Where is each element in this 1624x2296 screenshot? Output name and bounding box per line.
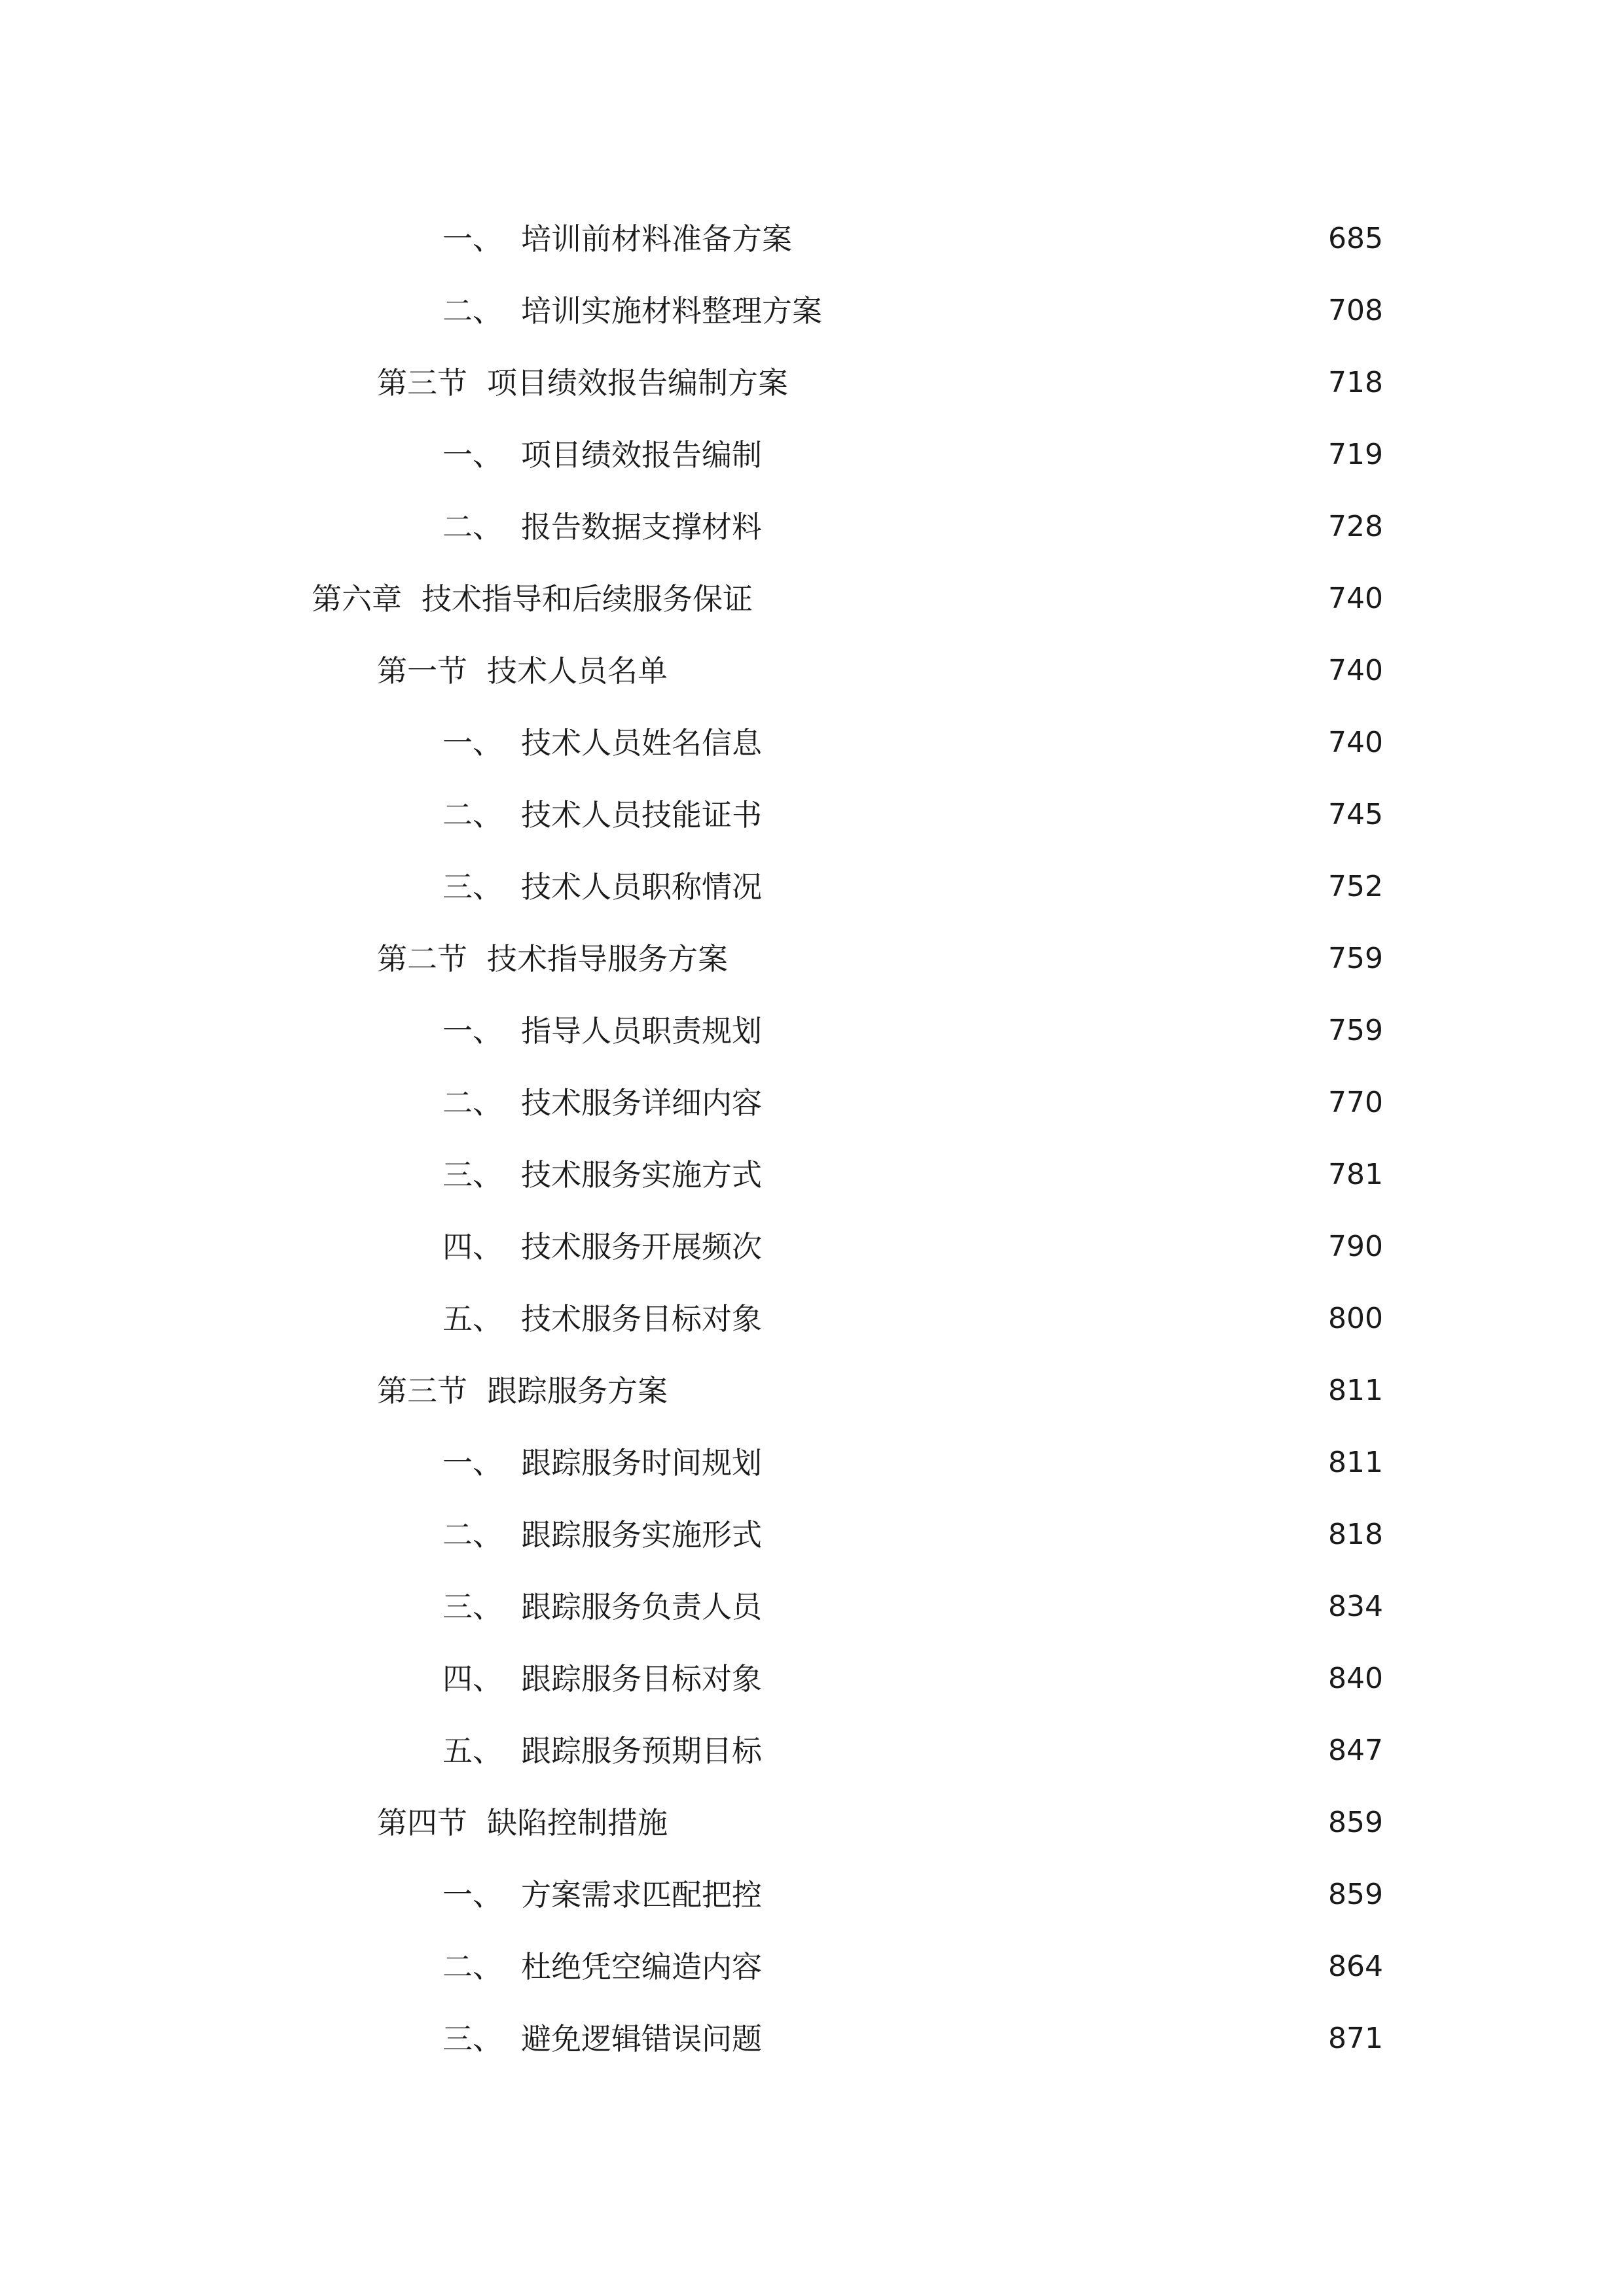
- toc-title: 技术指导和后续服务保证: [422, 581, 753, 617]
- toc-entry[interactable]: [0, 347, 1624, 419]
- toc-label: [377, 653, 668, 689]
- toc-label: [442, 509, 762, 545]
- toc-page-number: 728: [1328, 510, 1383, 543]
- toc-page-number: 800: [1328, 1302, 1383, 1335]
- toc-entry[interactable]: [0, 275, 1624, 347]
- dot-leader: [759, 586, 1320, 612]
- toc-entry[interactable]: [0, 2003, 1624, 2075]
- dot-leader: [768, 730, 1320, 756]
- toc-page-number: 811: [1328, 1446, 1383, 1479]
- toc-page-number: 740: [1328, 654, 1383, 687]
- toc-number: 二、: [442, 1949, 503, 1984]
- toc-title: 缺陷控制措施: [487, 1805, 668, 1840]
- toc-title: 技术服务详细内容: [521, 1085, 762, 1121]
- toc-page-number: 790: [1328, 1230, 1383, 1263]
- toc-number: 二、: [442, 797, 503, 833]
- toc-number: 四、: [442, 1661, 503, 1696]
- toc-number: 二、: [442, 1517, 503, 1552]
- toc-number: 一、: [442, 437, 503, 473]
- toc-number: 第一节: [377, 653, 467, 689]
- toc-title: 培训实施材料整理方案: [521, 293, 822, 329]
- toc-title: 跟踪服务时间规划: [521, 1445, 762, 1480]
- toc-page-number: 759: [1328, 942, 1383, 975]
- toc-title: 跟踪服务目标对象: [521, 1661, 762, 1696]
- toc-label: [442, 869, 762, 905]
- toc-label: [442, 1445, 762, 1480]
- toc-number: 二、: [442, 1085, 503, 1121]
- dot-leader: [674, 1378, 1320, 1404]
- dot-leader: [768, 442, 1320, 468]
- dot-leader: [768, 1738, 1320, 1764]
- toc-entry[interactable]: [0, 1283, 1624, 1355]
- toc-number: 一、: [442, 1877, 503, 1912]
- toc-number: 三、: [442, 869, 503, 905]
- toc-number: 第三节: [377, 365, 467, 401]
- toc-entry[interactable]: [0, 1571, 1624, 1643]
- dot-leader: [768, 1882, 1320, 1908]
- toc-label: [442, 1013, 762, 1049]
- toc-number: 一、: [442, 725, 503, 761]
- toc-entry[interactable]: [0, 1067, 1624, 1139]
- toc-title: 方案需求匹配把控: [521, 1877, 762, 1912]
- dot-leader: [768, 1306, 1320, 1332]
- toc-label: [442, 1949, 762, 1984]
- dot-leader: [768, 1234, 1320, 1260]
- toc-page-number: 685: [1328, 222, 1383, 255]
- toc-number: 二、: [442, 293, 503, 329]
- toc-entry[interactable]: [0, 1715, 1624, 1787]
- toc-label: [377, 941, 728, 977]
- toc-label: [442, 1085, 762, 1121]
- toc-label: [442, 293, 822, 329]
- toc-title: 技术人员技能证书: [521, 797, 762, 833]
- toc-entry[interactable]: [0, 1499, 1624, 1571]
- toc-page-number: 847: [1328, 1734, 1383, 1767]
- toc-number: 四、: [442, 1229, 503, 1265]
- toc-label: [442, 1661, 762, 1696]
- dot-leader: [768, 802, 1320, 828]
- dot-leader: [768, 1594, 1320, 1620]
- toc-label: [377, 1805, 668, 1840]
- toc-number: 一、: [442, 221, 503, 257]
- toc-entry[interactable]: [0, 851, 1624, 923]
- toc-number: 三、: [442, 1157, 503, 1193]
- toc-entry[interactable]: [0, 1139, 1624, 1211]
- toc-title: 技术服务实施方式: [521, 1157, 762, 1193]
- toc-number: 第四节: [377, 1805, 467, 1840]
- toc-number: 第三节: [377, 1373, 467, 1408]
- toc-page-number: 752: [1328, 870, 1383, 903]
- toc-page-number: 740: [1328, 582, 1383, 615]
- toc-label: [442, 797, 762, 833]
- toc-label: [442, 1157, 762, 1193]
- toc-page-number: 770: [1328, 1086, 1383, 1119]
- toc-title: 跟踪服务实施形式: [521, 1517, 762, 1552]
- toc-label: [442, 1229, 762, 1265]
- toc-title: 跟踪服务负责人员: [521, 1589, 762, 1624]
- dot-leader: [768, 2026, 1320, 2052]
- toc-entry[interactable]: [0, 1427, 1624, 1499]
- toc-title: 跟踪服务预期目标: [521, 1733, 762, 1768]
- dot-leader: [674, 1810, 1320, 1836]
- dot-leader: [799, 226, 1320, 252]
- toc-page-number: 864: [1328, 1950, 1383, 1983]
- toc-number: 第六章: [312, 581, 402, 617]
- toc-label: [442, 1733, 762, 1768]
- table-of-contents: [0, 203, 1624, 2075]
- toc-entry[interactable]: [0, 1931, 1624, 2003]
- toc-number: 三、: [442, 1589, 503, 1624]
- toc-page-number: 859: [1328, 1878, 1383, 1911]
- toc-title: 培训前材料准备方案: [521, 221, 792, 257]
- toc-entry[interactable]: [0, 491, 1624, 563]
- toc-label: [377, 1373, 668, 1408]
- toc-number: 五、: [442, 1301, 503, 1336]
- toc-number: 二、: [442, 509, 503, 545]
- toc-title: 项目绩效报告编制: [521, 437, 762, 473]
- toc-page-number: 759: [1328, 1014, 1383, 1047]
- dot-leader: [829, 298, 1320, 324]
- toc-title: 技术服务开展频次: [521, 1229, 762, 1265]
- toc-number: 五、: [442, 1733, 503, 1768]
- toc-entry[interactable]: [0, 563, 1624, 635]
- toc-title: 报告数据支撑材料: [521, 509, 762, 545]
- toc-label: [377, 365, 788, 401]
- toc-entry[interactable]: [0, 995, 1624, 1067]
- toc-page-number: 859: [1328, 1806, 1383, 1839]
- toc-page-number: 718: [1328, 366, 1383, 399]
- toc-title: 杜绝凭空编造内容: [521, 1949, 762, 1984]
- toc-page-number: 871: [1328, 2022, 1383, 2055]
- toc-page-number: 781: [1328, 1158, 1383, 1191]
- toc-title: 跟踪服务方案: [487, 1373, 668, 1408]
- toc-entry[interactable]: [0, 1643, 1624, 1715]
- toc-title: 项目绩效报告编制方案: [487, 365, 788, 401]
- toc-number: 一、: [442, 1013, 503, 1049]
- toc-page-number: 719: [1328, 438, 1383, 471]
- toc-title: 指导人员职责规划: [521, 1013, 762, 1049]
- toc-title: 技术人员名单: [487, 653, 668, 689]
- dot-leader: [768, 514, 1320, 540]
- toc-label: [442, 1301, 762, 1336]
- toc-number: 一、: [442, 1445, 503, 1480]
- dot-leader: [795, 370, 1320, 396]
- toc-entry[interactable]: [0, 923, 1624, 995]
- toc-title: 技术人员姓名信息: [521, 725, 762, 761]
- toc-entry[interactable]: [0, 635, 1624, 707]
- toc-label: [442, 2021, 762, 2056]
- toc-number: 第二节: [377, 941, 467, 977]
- dot-leader: [768, 1450, 1320, 1476]
- toc-title: 技术人员职称情况: [521, 869, 762, 905]
- toc-number: 三、: [442, 2021, 503, 2056]
- toc-page-number: 834: [1328, 1590, 1383, 1623]
- toc-page-number: 811: [1328, 1374, 1383, 1407]
- dot-leader: [768, 1090, 1320, 1116]
- dot-leader: [768, 1522, 1320, 1548]
- toc-label: [442, 725, 762, 761]
- dot-leader: [768, 1162, 1320, 1188]
- dot-leader: [768, 874, 1320, 900]
- toc-page-number: 745: [1328, 798, 1383, 831]
- toc-entry[interactable]: [0, 779, 1624, 851]
- toc-title: 技术指导服务方案: [487, 941, 728, 977]
- toc-label: [442, 1517, 762, 1552]
- dot-leader: [768, 1954, 1320, 1980]
- toc-entry[interactable]: [0, 1787, 1624, 1859]
- toc-label: [442, 437, 762, 473]
- toc-entry[interactable]: [0, 707, 1624, 779]
- dot-leader: [734, 946, 1320, 972]
- toc-title: 技术服务目标对象: [521, 1301, 762, 1336]
- toc-page-number: 708: [1328, 294, 1383, 327]
- toc-page-number: 818: [1328, 1518, 1383, 1551]
- toc-entry[interactable]: [0, 1859, 1624, 1931]
- toc-entry[interactable]: [0, 203, 1624, 275]
- dot-leader: [674, 658, 1320, 684]
- dot-leader: [768, 1666, 1320, 1692]
- toc-entry[interactable]: [0, 419, 1624, 491]
- toc-label: [312, 581, 753, 617]
- toc-page-number: 840: [1328, 1662, 1383, 1695]
- toc-label: [442, 1589, 762, 1624]
- toc-title: 避免逻辑错误问题: [521, 2021, 762, 2056]
- toc-entry[interactable]: [0, 1211, 1624, 1283]
- dot-leader: [768, 1018, 1320, 1044]
- toc-page-number: 740: [1328, 726, 1383, 759]
- toc-label: [442, 1877, 762, 1912]
- toc-entry[interactable]: [0, 1355, 1624, 1427]
- toc-label: [442, 221, 792, 257]
